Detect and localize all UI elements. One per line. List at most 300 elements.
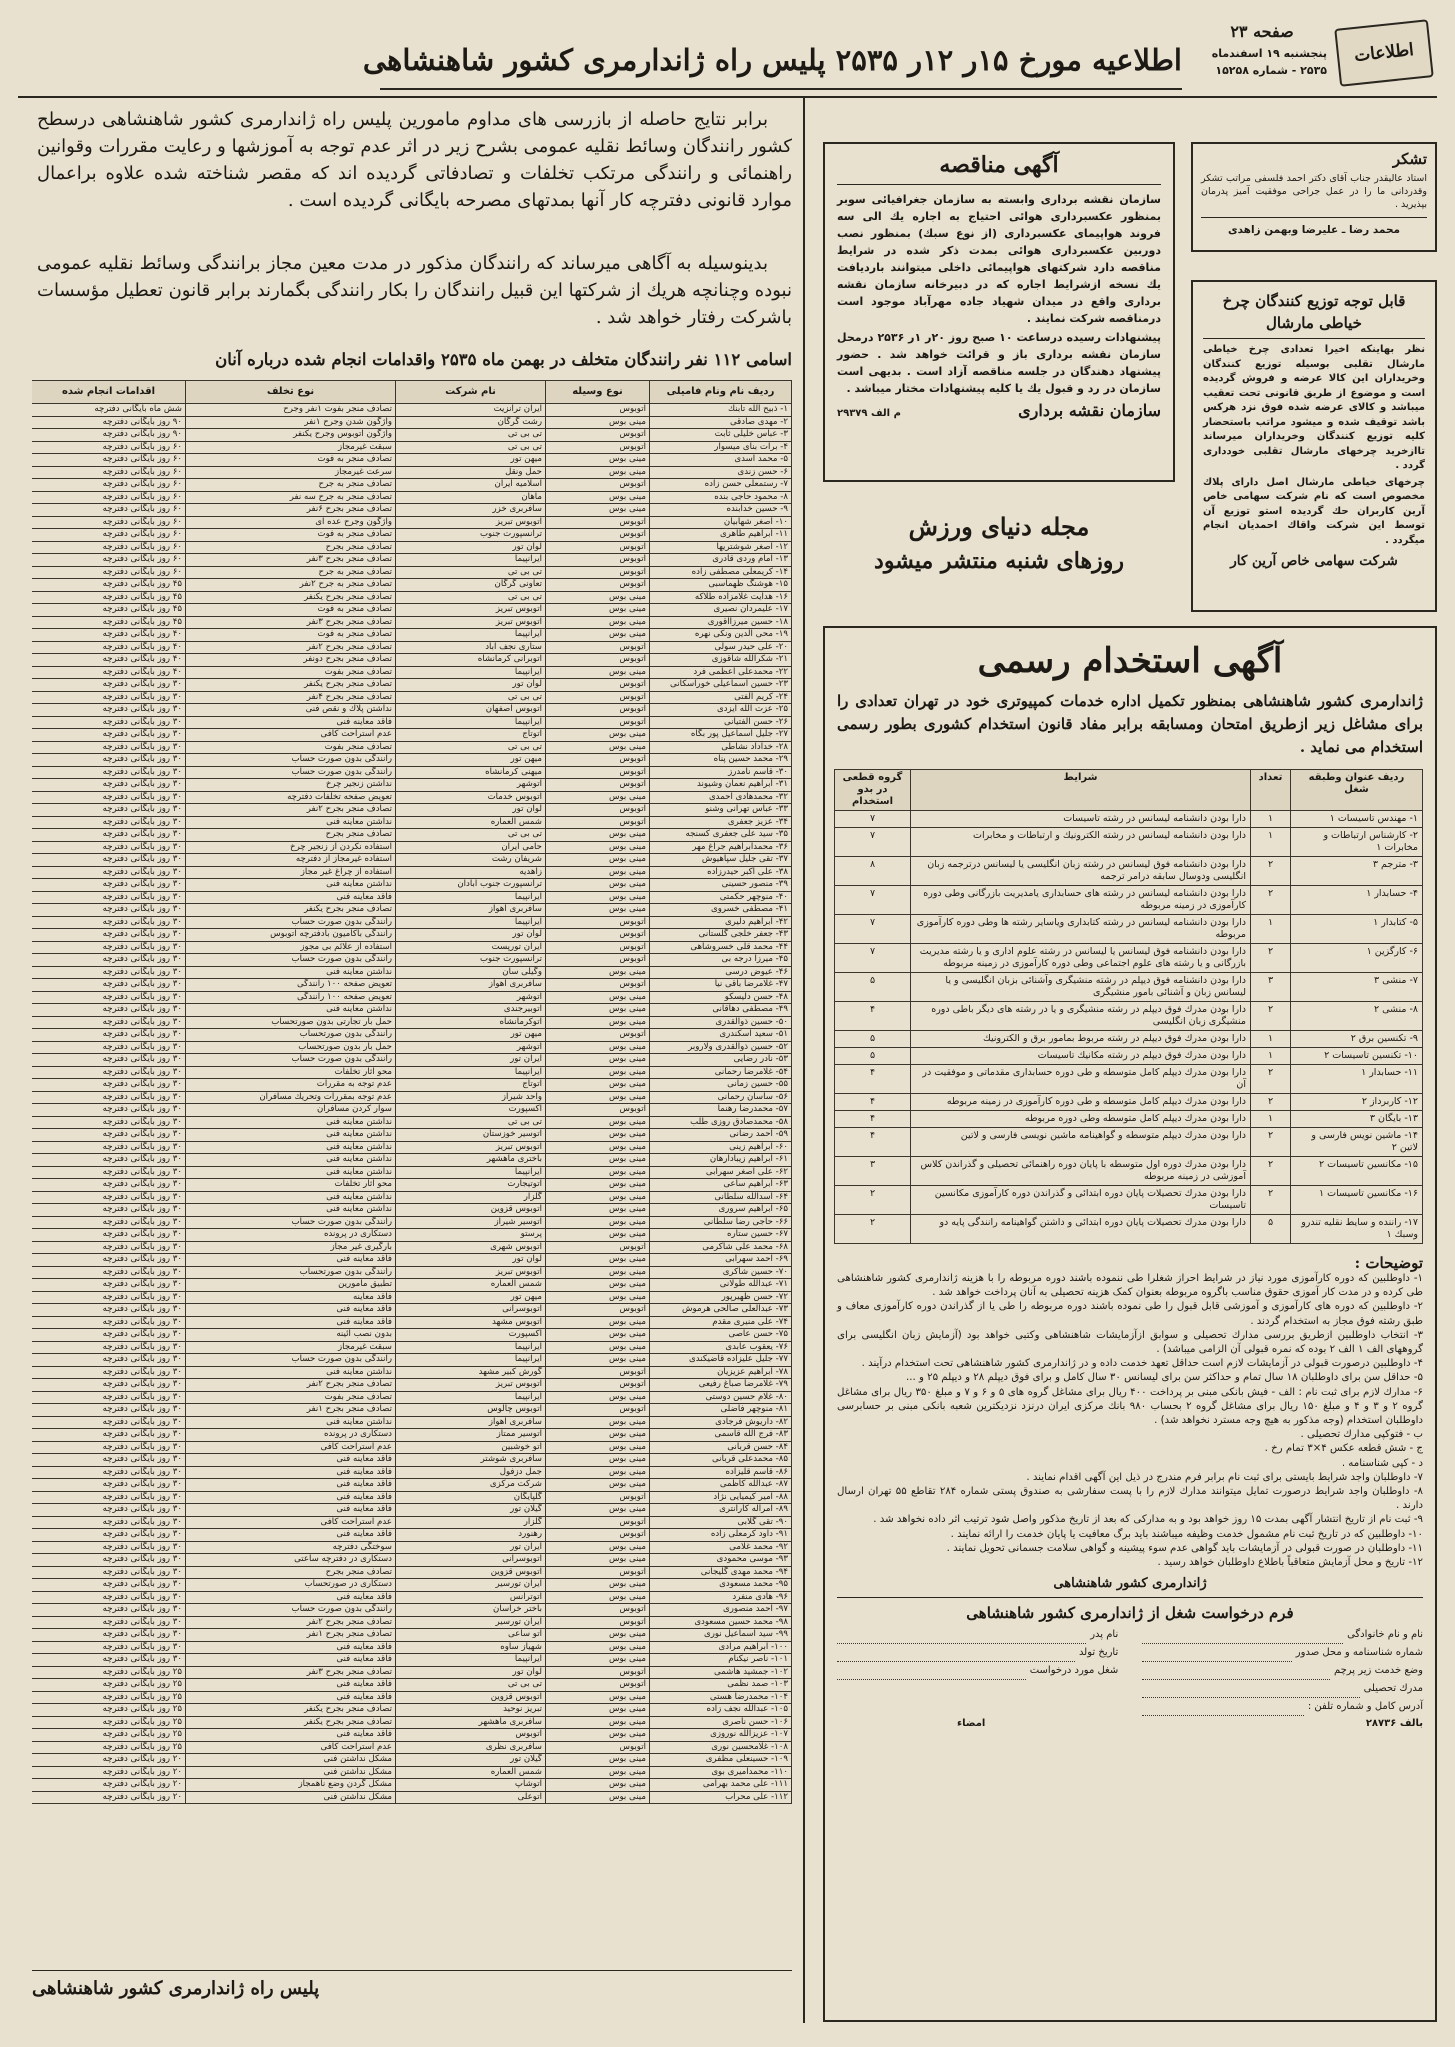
table-row <box>32 704 792 717</box>
table-row <box>32 1729 792 1742</box>
table-row <box>32 641 792 654</box>
table-cell: ۱۱۲- علی محراب <box>650 1791 792 1804</box>
divider <box>837 1597 1423 1598</box>
table-row <box>32 1379 792 1392</box>
table-cell: ۳۰ روز بایگانی دفترچه <box>32 754 186 767</box>
table-cell: زاهدیه <box>396 866 546 879</box>
table-cell: ۴- برات بنای میسوار <box>650 441 792 454</box>
table-cell: ۱۰۰- ابراهیم مرادی <box>650 1641 792 1654</box>
table-cell: مینی بوس <box>546 1354 650 1367</box>
table-cell: ۳۰ روز بایگانی دفترچه <box>32 1304 186 1317</box>
table-row <box>32 1079 792 1092</box>
table-row <box>32 679 792 692</box>
table-cell: ۳۰ روز بایگانی دفترچه <box>32 1054 186 1067</box>
table-cell: مینی بوس <box>546 1504 650 1517</box>
table-cell: اتوتاج <box>396 1079 546 1092</box>
form-field <box>1142 1662 1423 1680</box>
table-cell: اتوکرمانشاه <box>396 1016 546 1029</box>
table-cell: دارا بودن مدرك تحصیلات پایان دوره ابتدائی و داشتن گواهینامه رانندگی پایه دو <box>911 1215 1251 1244</box>
table-cell: ۲۰ روز بایگانی دفترچه <box>32 1791 186 1804</box>
table-cell: اتوبوس <box>546 529 650 542</box>
table-cell: ۴ <box>835 1094 911 1111</box>
table-cell: تی بی تی <box>396 741 546 754</box>
table-cell: ۶۴- اسدالله سلطانی <box>650 1191 792 1204</box>
table-cell: ۱۴- ماشین نویس فارسی و لاتین ۲ <box>1291 1128 1423 1157</box>
table-cell: ۳۰ روز بایگانی دفترچه <box>32 1516 186 1529</box>
table-cell: اتوبوس <box>546 691 650 704</box>
masthead <box>1197 18 1437 92</box>
table-cell: لوان تور <box>396 679 546 692</box>
table-row <box>32 529 792 542</box>
table-cell: ۳۰ روز بایگانی دفترچه <box>32 1041 186 1054</box>
table-cell: اتوبوس <box>546 816 650 829</box>
table-cell: ۳۰ روز بایگانی دفترچه <box>32 1091 186 1104</box>
table-cell: تصادف منجر به جرح <box>186 566 396 579</box>
table-cell: اتوتیجارت <box>396 1179 546 1192</box>
table-cell: ۷۰- حسین شاکری <box>650 1266 792 1279</box>
table-cell: ۳۰ روز بایگانی دفترچه <box>32 829 186 842</box>
table-cell: ۳۰ روز بایگانی دفترچه <box>32 1591 186 1604</box>
table-row <box>32 754 792 767</box>
table-cell: دارا بودن مدرك دوره اول متوسطه با پایان دوره راهنمائی تحصیلی و گذراندن کلاس آموزشی در زمینه مربوطه <box>911 1157 1251 1186</box>
table-row <box>835 1048 1423 1065</box>
table-row <box>32 1041 792 1054</box>
table-cell: ۴۵- میرزا درجه بی <box>650 954 792 967</box>
headline: اطلاعیه مورخ ۱۵ر ۱۲ر ۲۵۳۵ پلیس راه ژاندارمری کشور شاهنشاهی <box>362 43 1182 77</box>
table-row <box>835 857 1423 886</box>
tender-signer: سازمان نقشه برداری <box>1018 401 1161 420</box>
table-cell: اتوبوس <box>546 704 650 717</box>
distributors-notice <box>1191 280 1437 612</box>
table-cell: اتوسیر ممتاز <box>396 1429 546 1442</box>
table-cell: رشت گرگان <box>396 416 546 429</box>
table-cell: ۱۳- امام وردی قادری <box>650 554 792 567</box>
table-cell: مینی بوس <box>546 1129 650 1142</box>
table-cell: ۳۰ روز بایگانی دفترچه <box>32 1466 186 1479</box>
table-row <box>32 841 792 854</box>
table-cell: فاقد معاینه فنی <box>186 1454 396 1467</box>
table-cell: فاقد معاینه فنی <box>186 1529 396 1542</box>
table-cell: عدم استراحت کافی <box>186 729 396 742</box>
note-item: ج - شش قطعه عکس ۴×۳ تمام رخ . <box>1264 1443 1423 1455</box>
table-row <box>32 1404 792 1417</box>
table-cell: فاقد معاینه فنی <box>186 1254 396 1267</box>
table-cell: ۱ <box>1251 915 1291 944</box>
table-cell: دارا بودن مدرك تحصیلات پایان دوره ابتدائی و گذراندن دوره کارآموزی مکانسین تاسیسات <box>911 1186 1251 1215</box>
table-cell: اتوعلی <box>396 1791 546 1804</box>
table-cell: ۳۰ روز بایگانی دفترچه <box>32 1104 186 1117</box>
table-cell: فاقد معاینه فنی <box>186 1491 396 1504</box>
table-cell: ۹۵- محمد مسعودی <box>650 1579 792 1592</box>
table-cell: سافربری اهواز <box>396 1416 546 1429</box>
table-cell: ۷۵- حسن عاصی <box>650 1329 792 1342</box>
table-row <box>32 604 792 617</box>
table-row <box>32 454 792 467</box>
table-cell: ۹۳- موسی محمودی <box>650 1554 792 1567</box>
table-cell: ۹- حسین خدابنده <box>650 504 792 517</box>
table-cell: محو آثار تخلفات <box>186 1179 396 1192</box>
table-cell: اتوبوس <box>546 1241 650 1254</box>
table-cell: ۲۰ روز بایگانی دفترچه <box>32 1754 186 1767</box>
table-cell: ۲۹- محمد حسین پناه <box>650 754 792 767</box>
application-form <box>837 1604 1423 1729</box>
table-row <box>835 811 1423 828</box>
table-cell: اتوبوس <box>546 1566 650 1579</box>
table-cell: شهیاز ساوه <box>396 1641 546 1654</box>
table-cell: مینی بوس <box>546 1779 650 1792</box>
table-cell: شش ماه بایگانی دفترچه <box>32 404 186 417</box>
thanks-signers: محمد رضا ـ علیرضا وبهمن زاهدی <box>1227 224 1401 236</box>
table-cell: ایرانپیما <box>396 666 546 679</box>
table-cell: تعویض صفحه ۱۰۰ رانندگی <box>186 991 396 1004</box>
table-row <box>32 1604 792 1617</box>
table-cell: ۶۸- محمد علی شاکرمی <box>650 1241 792 1254</box>
table-cell: ۲۸- خداداد نشاطی <box>650 741 792 754</box>
offenders-table <box>32 380 792 1804</box>
table-cell: اتوبوس شهری <box>396 1241 546 1254</box>
form-field-line[interactable] <box>1142 1685 1360 1698</box>
table-cell: ۳۰ روز بایگانی دفترچه <box>32 1441 186 1454</box>
table-cell: ۷۴- علی منیری مقدم <box>650 1316 792 1329</box>
table-cell: ۶۰ روز بایگانی دفترچه <box>32 441 186 454</box>
table-cell: تصادف منجر بجرح دونفر <box>186 654 396 667</box>
form-field-label: وضع خدمت زیر پرچم <box>1333 1665 1423 1677</box>
table-cell: ۳۰ روز بایگانی دفترچه <box>32 1629 186 1642</box>
form-field-line[interactable] <box>1142 1631 1343 1644</box>
table-cell: ۳۰ روز بایگانی دفترچه <box>32 1029 186 1042</box>
table-cell: ۷۳- عبدالعلی صالحی هرموش <box>650 1304 792 1317</box>
table-cell: مینی بوس <box>546 1729 650 1742</box>
table-cell: مینی بوس <box>546 1254 650 1267</box>
table-cell: اسلامیه ایران <box>396 479 546 492</box>
table-row <box>32 1441 792 1454</box>
form-field-line[interactable] <box>837 1631 1086 1644</box>
note-item: ۹- ثبت نام از تاریخ انتشار آگهی بمدت ۱۵ روز خواهد بود و به مدارکی که بعد از تاریخ مذکور واصل شود ترتیب اثر داده نخواهد شد . <box>873 1514 1423 1526</box>
table-cell: عدم استراحت کافی <box>186 1516 396 1529</box>
table-cell: ۴۵ روز بایگانی دفترچه <box>32 579 186 592</box>
table-row <box>32 1791 792 1804</box>
table-cell: ۸۰- غلام حسین دوستی <box>650 1391 792 1404</box>
form-field-line[interactable] <box>1142 1667 1330 1680</box>
table-cell: ۶۶- حاجی رضا سلطانی <box>650 1216 792 1229</box>
table-cell: ۸- منشی ۲ <box>1291 1002 1423 1031</box>
table-cell: ۲۱- شکرالله شاقوزی <box>650 654 792 667</box>
table-cell: ۲ <box>1251 1065 1291 1094</box>
table-cell: ۱۵- هوشنگ ظهماسبی <box>650 579 792 592</box>
table-row <box>32 1166 792 1179</box>
table-cell: ۷۱- عبدالله طولانی <box>650 1279 792 1292</box>
table-cell: میهن تور <box>396 454 546 467</box>
table-cell: ۷۶- یعقوب عابدی <box>650 1341 792 1354</box>
table-cell: تصادف منجر بجرح ۱نفر <box>186 1404 396 1417</box>
table-cell: مینی بوس <box>546 1554 650 1567</box>
bottom-signature: پلیس راه ژاندارمری کشور شاهنشاهی <box>32 1978 320 1999</box>
table-row <box>32 1466 792 1479</box>
table-cell: نداشتن معاینه فنی <box>186 1204 396 1217</box>
table-cell: ۳۰ روز بایگانی دفترچه <box>32 1241 186 1254</box>
table-cell: ۲۵ روز بایگانی دفترچه <box>32 1666 186 1679</box>
table-cell: ایران تور <box>396 1054 546 1067</box>
note-item: ۱۰- داوطلبین که در تاریخ ثبت نام مشمول خدمت وظیفه میباشند باید برگ معافیت یا پایان خدمت را ارائه نمایند . <box>950 1528 1423 1540</box>
table-cell: ۸۱- منوچهر فاضلی <box>650 1404 792 1417</box>
table-cell: مینی بوس <box>546 1579 650 1592</box>
table-cell: ۳۰ روز بایگانی دفترچه <box>32 716 186 729</box>
table-row <box>32 654 792 667</box>
table-cell: مینی بوس <box>546 1316 650 1329</box>
table-cell: ۱۲- اصغر شوشتریها <box>650 541 792 554</box>
table-cell: تبریز نوحید <box>396 1704 546 1717</box>
table-cell: ۵ <box>1251 1215 1291 1244</box>
note-item: ۶- مدارك لازم برای ثبت نام : الف - فیش بانکی مبنی بر پرداخت ۴۰۰ ریال برای مشاغل گروه های ۵ و ۶ و ۷ و مبلغ ۳۵۰ ریال برای مشاغل گروه ۲ و ۳ و ۴ و مبلغ ۱۵۰ ریال برای مشاغل گروه ۲ بحساب ۹۸۰ بانك مرکزی ایران درنزد نزدیکترین شعبه بانکی مبنی بر حسابرسی داوطلبان استخدام (وجه مذکور به هیچ وجه مسترد نخواهد شد) . <box>837 1386 1424 1427</box>
offenders-list-title: اسامی ۱۱۲ نفر رانندگان متخلف در بهمن ماه ۲۵۳۵ واقدامات انجام شده درباره آنان <box>215 350 792 369</box>
table-cell: اتوسیر خوزستان <box>396 1129 546 1142</box>
table-cell: اتوبوسرانی <box>396 1304 546 1317</box>
table-cell: اتوبوس <box>546 1366 650 1379</box>
table-row <box>32 1116 792 1129</box>
form-field <box>837 1662 1118 1680</box>
table-cell: مینی بوس <box>546 416 650 429</box>
table-cell: ۱- ذبیح الله تابنك <box>650 404 792 417</box>
table-cell: اتوبوس <box>546 1516 650 1529</box>
table-cell: ۴۸- حسن دلیسکو <box>650 991 792 1004</box>
table-cell: ۳۰ روز بایگانی دفترچه <box>32 729 186 742</box>
table-cell: ۱۶- هدایت غلامزاده طلاکه <box>650 591 792 604</box>
table-cell: ایرانپیما <box>396 1166 546 1179</box>
table-cell: سافربری ماهشهر <box>396 1716 546 1729</box>
table-row <box>32 504 792 517</box>
table-cell: ۲ <box>1251 1186 1291 1215</box>
table-row <box>835 1111 1423 1128</box>
table-row <box>32 816 792 829</box>
table-cell: ۱۰- تکنسین تاسیسات ۲ <box>1291 1048 1423 1065</box>
table-row <box>32 1629 792 1642</box>
table-cell: ۵۹- احمد رضانی <box>650 1129 792 1142</box>
note-item: ب - فتوکپی مدارك تحصیلی . <box>1300 1429 1423 1441</box>
table-cell: مینی بوس <box>546 1166 650 1179</box>
offenders-column-header: اقدامات انجام شده <box>32 381 186 404</box>
logo-text: اطلاعات <box>1353 39 1415 67</box>
table-cell: ۳۰ روز بایگانی دفترچه <box>32 1116 186 1129</box>
table-cell: ۴- حسابدار ۱ <box>1291 886 1423 915</box>
table-cell: ایرانپیما <box>396 891 546 904</box>
table-cell: ۳۰ روز بایگانی دفترچه <box>32 1316 186 1329</box>
table-cell: ایرانپیما <box>396 1354 546 1367</box>
table-cell: استفاده نکردن از زنجیر چرخ <box>186 841 396 854</box>
table-cell: ۳۰ روز بایگانی دفترچه <box>32 1354 186 1367</box>
form-field-line[interactable] <box>1142 1703 1304 1716</box>
table-row <box>32 516 792 529</box>
table-cell: ۳۰ روز بایگانی دفترچه <box>32 1129 186 1142</box>
note-item: ۷- داوطلبان واجد شرایط بایستی برای ثبت نام برابر فرم مندرج در ذیل این آگهی اقدام نمایند . <box>1026 1471 1423 1483</box>
table-cell: سافربری خزر <box>396 504 546 517</box>
table-cell: لوان تور <box>396 804 546 817</box>
table-cell: تصادف منجر به فوت <box>186 629 396 642</box>
form-field-line[interactable] <box>837 1667 1026 1680</box>
table-cell: ۲ <box>835 1215 911 1244</box>
table-cell: سوختگی دفترچه <box>186 1541 396 1554</box>
table-cell: ایران تور <box>396 1541 546 1554</box>
table-cell: ۱۱۰- محمدامیری بوی <box>650 1766 792 1779</box>
form-field-line[interactable] <box>837 1649 1075 1662</box>
employment-table-body <box>835 811 1423 1244</box>
table-cell: اتوبوس <box>546 404 650 417</box>
table-row <box>32 1616 792 1629</box>
table-cell: ۳۰ روز بایگانی دفترچه <box>32 1391 186 1404</box>
table-cell: تصادف منجر بجرح یکنفر <box>186 904 396 917</box>
table-cell: شرکت مرکزی <box>396 1479 546 1492</box>
table-cell: مینی بوس <box>546 1441 650 1454</box>
table-cell: سافربری اهواز <box>396 979 546 992</box>
table-cell: ۳۰ روز بایگانی دفترچه <box>32 1254 186 1267</box>
form-field-label: شماره شناسنامه و محل صدور <box>1295 1647 1423 1659</box>
table-cell: ۳۰ روز بایگانی دفترچه <box>32 804 186 817</box>
table-cell: ۱ <box>1251 828 1291 857</box>
table-cell: ۳۰ روز بایگانی دفترچه <box>32 879 186 892</box>
table-cell: ۹۲- محمد غلامی <box>650 1541 792 1554</box>
table-row <box>32 1029 792 1042</box>
table-cell: اتوتاج <box>396 729 546 742</box>
table-cell: ۴۰- منوچهر حکمتی <box>650 891 792 904</box>
table-cell: ۳۰ روز بایگانی دفترچه <box>32 679 186 692</box>
table-cell: ۸۳- فرج الله قاسمی <box>650 1429 792 1442</box>
table-cell: ۴۵ روز بایگانی دفترچه <box>32 604 186 617</box>
table-cell: ۳۰ روز بایگانی دفترچه <box>32 791 186 804</box>
table-cell: تصادف منجر بجرح ۴نفر <box>186 691 396 704</box>
table-row <box>32 1741 792 1754</box>
table-row <box>32 804 792 817</box>
table-cell: نداشتن معاینه فنی <box>186 1141 396 1154</box>
offenders-column-header: نوع تخلف <box>186 381 396 404</box>
table-cell: استفاده از علائم بی مجوز <box>186 941 396 954</box>
table-cell: ۶۰ روز بایگانی دفترچه <box>32 466 186 479</box>
table-cell: ۱۰۴- محمدرضا هستی <box>650 1691 792 1704</box>
form-field <box>1142 1644 1423 1662</box>
table-cell: تصادف منجر بجرح یکنفر <box>186 591 396 604</box>
table-row <box>32 1141 792 1154</box>
table-row <box>32 1329 792 1342</box>
table-cell: تصادف منجر بجرح یکنفر <box>186 679 396 692</box>
table-cell: فاقد معاینه فنی <box>186 1641 396 1654</box>
table-cell: ۳۰ روز بایگانی دفترچه <box>32 1604 186 1617</box>
table-cell: ۳- عباس خلیلی ثابت <box>650 429 792 442</box>
table-row <box>32 1766 792 1779</box>
table-cell: دارا بودن دانشنامه فوق دیپلم در رشته منشیگری وآشنائی بزبان انگلیسی و یا لیسانس زبان و آشنائی بامور منشیگری <box>911 973 1251 1002</box>
form-signature-label: امضاء <box>957 1718 986 1730</box>
table-cell: ۳۰ روز بایگانی دفترچه <box>32 841 186 854</box>
table-row <box>835 1065 1423 1094</box>
table-cell: ۴۵ روز بایگانی دفترچه <box>32 591 186 604</box>
table-cell: ۳۰ روز بایگانی دفترچه <box>32 1616 186 1629</box>
table-row <box>32 716 792 729</box>
table-row <box>32 879 792 892</box>
table-cell: اتوبوس <box>546 1404 650 1417</box>
table-cell: گیلان تور <box>396 1504 546 1517</box>
table-cell: ۸۴- حسن قربانی <box>650 1441 792 1454</box>
table-cell: اتوبوس <box>546 654 650 667</box>
table-cell: ۲۰ روز بایگانی دفترچه <box>32 1779 186 1792</box>
distributors-body: نظر بهاینکه اخیرا تعدادی چرخ خیاطی مارشال تقلبی بوسیله توزیع کنندگان وخریداران این کالا عرضه و فروش گردیده است و موضوع از طریق قانونی تحت تعقیب میباشد و کالای عرضه شده فوق نزد هرکس باشد توقیف شده و میشود مراتب باستحضار کلیه توزیع کنندگان وخریداران میرساند تاازخرید چرخهای مارشال تقلبی خودداری گردد . <box>1203 344 1425 471</box>
table-cell: مینی بوس <box>546 841 650 854</box>
offenders-column-header: نوع وسیله <box>546 381 650 404</box>
table-cell: ۲ <box>1251 857 1291 886</box>
table-cell: دارا بودن دانشنامه لیسانس در رشته های حسابداری یامدیریت بازرگانی وطی دوره کارآموزی در زمینه مربوطه <box>911 886 1251 915</box>
table-cell: سافربری نظری <box>396 1741 546 1754</box>
table-cell: دارا بودن مدرك دیپلم کامل متوسطه و طی دوره کارآموزی در زمینه مربوطه <box>911 1094 1251 1111</box>
table-cell: ۳۶- محمدابراهیم جراغ مهر <box>650 841 792 854</box>
table-row <box>32 1679 792 1692</box>
table-row <box>32 629 792 642</box>
employment-table-head <box>835 770 1423 811</box>
table-cell: اتوبوس <box>546 954 650 967</box>
table-cell: مینی بوس <box>546 1229 650 1242</box>
table-cell: سافربری اهواز <box>396 904 546 917</box>
table-row <box>32 1191 792 1204</box>
offenders-table-head <box>32 381 792 404</box>
table-cell: تصادف منجر به فوت <box>186 604 396 617</box>
table-cell: ۲ <box>1251 886 1291 915</box>
table-cell: نداشتن معاینه فنی <box>186 966 396 979</box>
table-cell: ۹۹- سید اسماعیل نوری <box>650 1629 792 1642</box>
table-cell: ۴ <box>835 1111 911 1128</box>
table-cell: اتوبوس تبریز <box>396 516 546 529</box>
table-cell: مینی بوس <box>546 1191 650 1204</box>
table-cell: مشکل نداشتن فنی <box>186 1766 396 1779</box>
table-row <box>32 1279 792 1292</box>
table-cell: ۳۰ روز بایگانی دفترچه <box>32 691 186 704</box>
table-row <box>32 691 792 704</box>
table-cell: ۸۷- عبدالله کاظمی <box>650 1479 792 1492</box>
table-cell: دارا بودن دانشنامه لیسانس در رشته تاسیسات <box>911 811 1251 828</box>
table-cell: تی بی تی <box>396 566 546 579</box>
table-cell: ۳۰ روز بایگانی دفترچه <box>32 1641 186 1654</box>
tender-body-2: پیشنهادات رسیده درساعت ۱۰ صبح روز ۲۰ر ۱ر ۲۵۳۶ درمحل سازمان نقشه برداری باز و قرائت خواهد شد . حضور پیشنهاد دهندگان در جلسه مناقصه آزاد است . بدیهی است سازمان در رد و قبول یك یا کلیه پیشنهادات مختار میباشد . <box>837 331 1162 395</box>
table-cell: اتوبوس <box>546 766 650 779</box>
table-cell: مینی بوس <box>546 604 650 617</box>
table-row <box>32 741 792 754</box>
note-item: ۸- داوطلبان واجد شرایط درصورت تمایل میتوانند مدارك لازم را با پست سفارشی به صندوق پستی شماره ۲۸۴ تقاطع ۵۵ تهران ارسال دارند . <box>837 1486 1423 1512</box>
table-cell: دارا بودن مدرك فوق دیپلم در رشته منشیگری و یا در رشته های دیگر باطی دوره منشیگری زبان انگلیسی <box>911 1002 1251 1031</box>
table-cell: رانندگی بدون صورت حساب <box>186 766 396 779</box>
table-row <box>835 886 1423 915</box>
table-row <box>835 1128 1423 1157</box>
table-cell: ۱ <box>1251 1031 1291 1048</box>
tender-body: سازمان نقشه برداری وابسته به سازمان جغرافیائی سوبر بمنظور عکسبرداری هوائی احتیاج به اجاره یك الی سه فروند هواپیمای عکسبرداری (از نوع سبك) بمنظور نصب دوربین عکسبرداری هوائی بمدت ذکر شده در شرایط مناقصه دارد شرکتهای هواپیمائی داخلی میتوانند باردیافت یك نسخه ازشرایط اجاره که در دبیرخانه سازمان نقشه برداری واقع در میدان شهیاد جاده مهرآباد موجود است درمناقصه شرکت نمایند . <box>837 193 1161 325</box>
form-field-line[interactable] <box>1142 1649 1292 1662</box>
table-cell: ۴۷- غلامرضا باقی نیا <box>650 979 792 992</box>
table-cell: ایرانپیما <box>396 554 546 567</box>
table-cell: وگیلی سان <box>396 966 546 979</box>
table-cell: نداشتن معاینه فنی <box>186 1004 396 1017</box>
table-cell: اتوبوس <box>546 754 650 767</box>
table-cell: گلپایگان <box>396 1491 546 1504</box>
table-cell: ۶۳- ابراهیم ساعی <box>650 1179 792 1192</box>
table-cell: مینی بوس <box>546 1279 650 1292</box>
table-cell: مینی بوس <box>546 1204 650 1217</box>
table-cell: میهنی کرمانشاه <box>396 766 546 779</box>
thanks-body: استاد عالیقدر جناب آقای دکتر احمد فلسفی مراتب تشکر وقدردانی ما را در عمل جراحی موفقیت آمیز پدرمان بپذیرید . <box>1201 173 1427 210</box>
table-cell: ۳۰- قاسم نامدرز <box>650 766 792 779</box>
employment-column-header: شرایط <box>911 770 1251 811</box>
table-cell: مینی بوس <box>546 1754 650 1767</box>
table-cell: اتوبوسرانی <box>396 1554 546 1567</box>
table-cell: اتوبوس <box>546 566 650 579</box>
table-cell: فاقد معاینه فنی <box>186 1591 396 1604</box>
table-cell: ۳۰ روز بایگانی دفترچه <box>32 1654 186 1667</box>
table-cell: لوان تور <box>396 541 546 554</box>
table-cell: ترانسپورت جنوب آبادان <box>396 879 546 892</box>
table-cell: مینی بوس <box>546 1716 650 1729</box>
table-cell: دستکاری در صورتحساب <box>186 1579 396 1592</box>
